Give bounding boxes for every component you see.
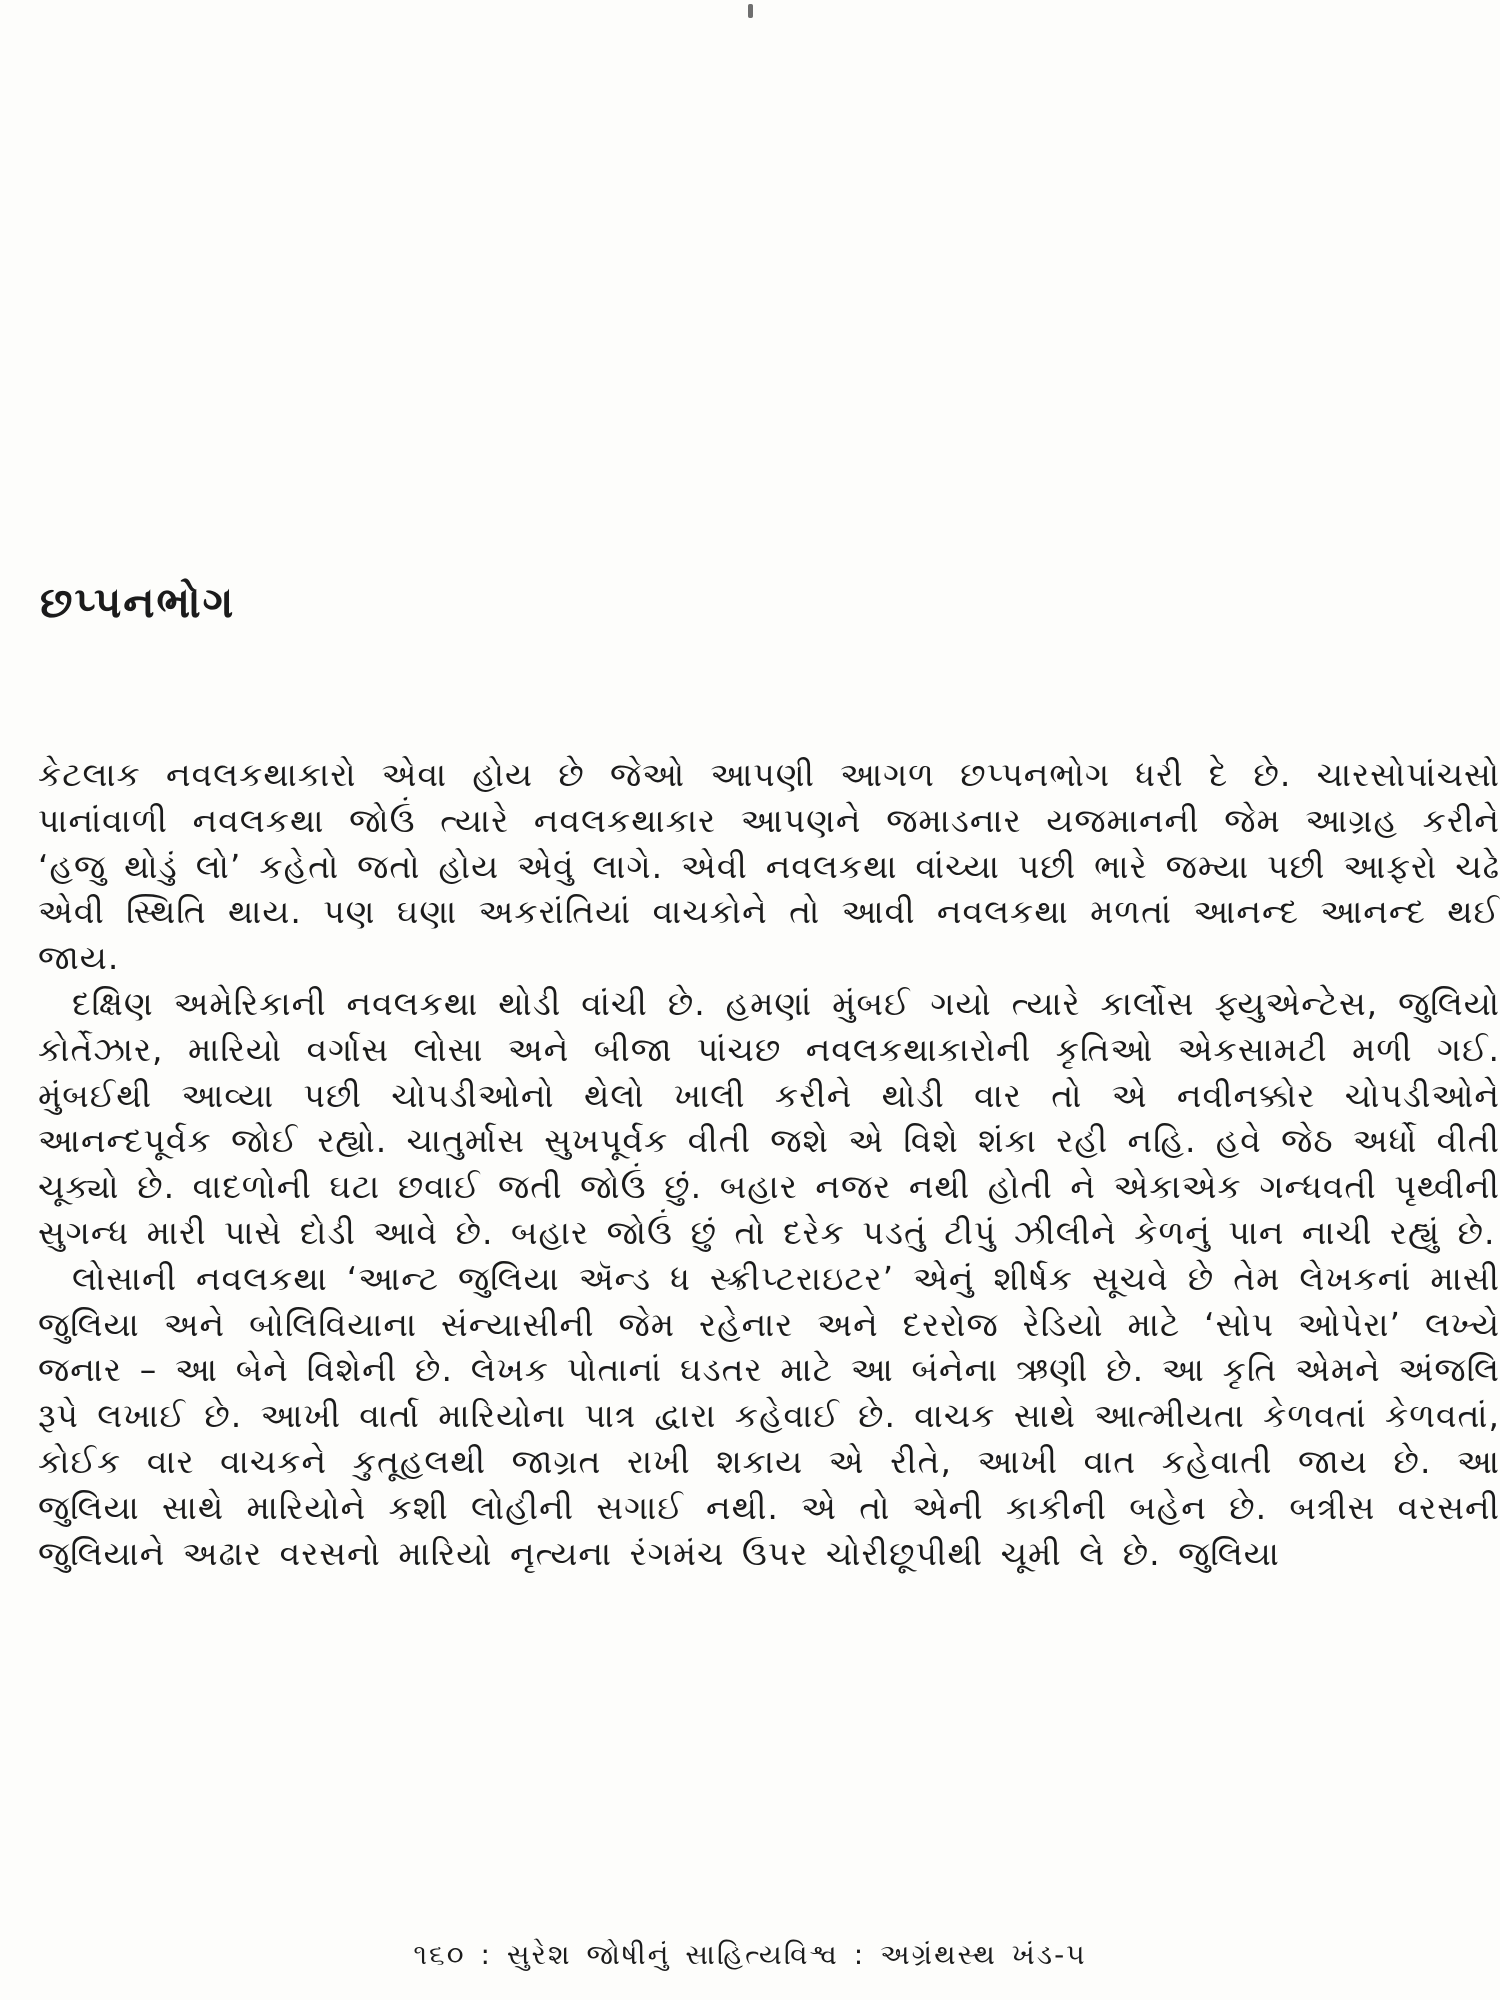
paragraph-3: લોસાની નવલકથા ‘આન્ટ જુલિયા ઍન્ડ ધ સ્ક્રીપ્ટરાઇટર’ એનું શીર્ષક સૂચવે છે તેમ લેખકનાં માસી જુલિયા અને બોલિવિયાના સંન્યાસીની જેમ રહેનાર અને દરરોજ રેડિયો માટે ‘સોપ ઓપેરા’ લખ્યે જનાર – આ બેને વિશેની છે. લેખક પોતાનાં ઘડતર માટે આ બંનેના ઋણી છે. આ કૃતિ એમને અંજલિ રૂપે લખાઈ છે. આખી વાર્તા મારિયોના પાત્ર દ્વારા કહેવાઈ છે. વાચક સાથે આત્મીયતા કેળવતાં કેળવતાં, કોઈક વાર વાચકને કુતૂહલથી જાગ્રત રાખી શકાય એ રીતે, આખી વાત કહેવાતી જાય છે. આ જુલિયા સાથે મારિયોને કશી લોહીની સગાઈ નથી. એ તો એની કાકીની બહેન છે. બત્રીસ વરસની જુલિયાને અઢાર વરસનો મારિયો નૃત્યના રંગમંચ ઉપર ચોરીછૂપીથી ચૂમી લે છે. જુલિયા: [38, 1258, 1500, 1573]
paragraph-1: કેટલાક નવલકથાકારો એવા હોય છે જેઓ આપણી આગળ છપ્પનભોગ ધરી દે છે. ચારસોપાંચસો પાનાંવાળી નવલકથા જોઉં ત્યારે નવલકથાકાર આપણને જમાડનાર યજમાનની જેમ આગ્રહ કરીને ‘હજુ થોડું લો’ કહેતો જતો હોય એવું લાગે. એવી નવલકથા વાંચ્યા પછી ભારે જમ્યા પછી આફરો ચઢે એવી સ્થિતિ થાય. પણ ઘણા અકરાંતિયાં વાચકોને તો આવી નવલકથા મળતાં આનન્દ આનન્દ થઈ જાય.: [38, 755, 1500, 978]
scan-speck: [748, 4, 753, 18]
page-title: છપ્પનભોગ: [40, 578, 236, 627]
page-footer: ૧૬૦ : સુરેશ જોષીનું સાહિત્યવિશ્વ : અગ્રંથસ્થ ખંડ-૫: [413, 1938, 1087, 1971]
body-text: [38, 752, 1500, 1576]
paragraph-2: દક્ષિણ અમેરિકાની નવલકથા થોડી વાંચી છે. હમણાં મુંબઈ ગયો ત્યારે કાર્લોસ ફ્યુએન્ટેસ, જુલિયો કોર્તેઝાર, મારિયો વર્ગાસ લોસા અને બીજા પાંચછ નવલકથાકારોની કૃતિઓ એકસામટી મળી ગઈ. મુંબઈથી આવ્યા પછી ચોપડીઓનો થેલો ખાલી કરીને થોડી વાર તો એ નવીનક્કોર ચોપડીઓને આનન્દપૂર્વક જોઈ રહ્યો. ચાતુર્માસ સુખપૂર્વક વીતી જશે એ વિશે શંકા રહી નહિ. હવે જેઠ અર્ધો વીતી ચૂક્યો છે. વાદળોની ઘટા છવાઈ જતી જોઉં છું. બહાર નજર નથી હોતી ને એકાએક ગન્ધવતી પૃથ્વીની સુગન્ધ મારી પાસે દોડી આવે છે. બહાર જોઉં છું તો દરેક પડતું ટીપું ઝીલીને કેળનું પાન નાચી રહ્યું છે.: [38, 983, 1500, 1252]
